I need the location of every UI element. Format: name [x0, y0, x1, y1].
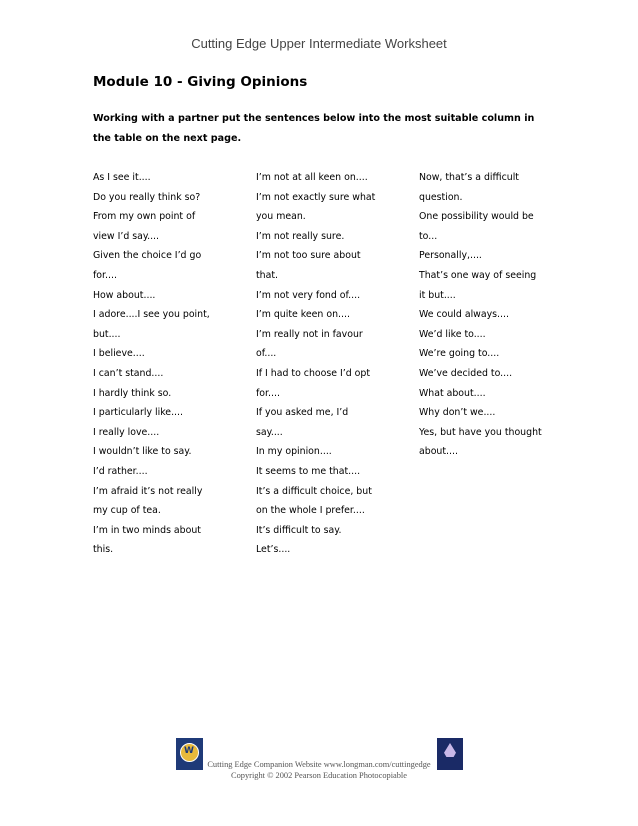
phrase-line: It’s difficult to say. — [256, 524, 342, 536]
phrase-line: I’m in two minds about — [93, 524, 201, 536]
footer-text — [0, 759, 638, 781]
phrase-line: I really love.... — [93, 426, 160, 438]
phrase-line: That’s one way of seeing — [419, 269, 537, 281]
phrase-line: I wouldn’t like to say. — [93, 446, 192, 458]
phrase-column-1 — [93, 168, 210, 560]
phrase-line: What about.... — [419, 387, 486, 399]
phrase-line: to... — [419, 230, 438, 242]
phrase-line: Yes, but have you thought — [419, 426, 542, 438]
phrase-line: I’m not at all keen on.... — [256, 172, 368, 183]
phrase-line: How about.... — [93, 289, 156, 301]
phrase-line: One possibility would be — [419, 211, 534, 223]
phrase-line: that. — [256, 269, 279, 281]
phrase-line: Personally,.... — [419, 250, 482, 262]
phrase-line: Given the choice I’d go — [93, 250, 202, 262]
phrase-line: my cup of tea. — [93, 505, 161, 517]
phrase-line: I’m not really sure. — [256, 230, 345, 242]
module-title: Module 10 - Giving Opinions — [93, 74, 308, 90]
phrase-line: this. — [93, 544, 114, 556]
phrase-line: I hardly think so. — [93, 387, 172, 399]
phrase-line: We’re going to.... — [419, 348, 500, 360]
worksheet-header: Cutting Edge Upper Intermediate Worksheet — [191, 36, 447, 51]
phrase-line: about.... — [419, 446, 458, 458]
phrase-line: Why don’t we.... — [419, 407, 496, 419]
phrase-line: If you asked me, I’d — [256, 407, 349, 419]
phrase-line: I can’t stand.... — [93, 367, 164, 379]
phrase-line: I’m quite keen on.... — [256, 309, 350, 321]
phrase-line: As I see it.... — [93, 172, 151, 183]
phrase-line: I’m not very fond of.... — [256, 289, 361, 301]
phrase-line: I’d rather.... — [93, 465, 148, 477]
phrase-line: It’s a difficult choice, but — [256, 485, 372, 497]
phrase-line: for.... — [256, 387, 280, 399]
phrase-line: for.... — [93, 269, 117, 281]
phrase-line: I’m not exactly sure what — [256, 191, 376, 203]
phrase-line: I believe.... — [93, 348, 145, 360]
phrase-line: Do you really think so? — [93, 191, 201, 203]
phrase-line: We’d like to.... — [419, 328, 486, 340]
phrase-line: say.... — [256, 426, 283, 438]
footer-copyright-line: Copyright © 2002 Pearson Education Photocopiable — [231, 771, 407, 780]
phrase-line: you mean. — [256, 211, 306, 223]
phrase-line: on the whole I prefer.... — [256, 505, 365, 517]
phrase-line: In my opinion.... — [256, 446, 332, 458]
phrase-line: If I had to choose I’d opt — [256, 367, 371, 379]
phrase-line: it but.... — [419, 289, 456, 301]
phrase-line: It seems to me that.... — [256, 465, 361, 477]
phrase-line: question. — [419, 191, 463, 203]
phrase-line: but.... — [93, 328, 121, 340]
phrase-column-2 — [256, 168, 375, 560]
phrase-column-3 — [419, 168, 542, 462]
phrase-line: From my own point of — [93, 211, 196, 223]
phrase-line: I adore....I see you point, — [93, 309, 210, 321]
phrase-line: I’m not too sure about — [256, 250, 361, 262]
phrase-line: Now, that’s a difficult — [419, 172, 519, 183]
phrase-line: I’m afraid it’s not really — [93, 485, 203, 497]
cutting-edge-logo-icon: W — [176, 738, 203, 770]
phrase-line: I’m really not in favour — [256, 328, 363, 340]
phrase-line: I particularly like.... — [93, 407, 184, 419]
phrase-line: of.... — [256, 348, 277, 360]
phrase-line: Let’s.... — [256, 544, 291, 556]
phrase-line: We could always.... — [419, 309, 509, 321]
phrase-line: We’ve decided to.... — [419, 367, 513, 379]
footer-website-line: Cutting Edge Companion Website www.longman.com/cuttingedge — [207, 760, 431, 769]
instruction-text: Working with a partner put the sentences below into the most suitable column in the table on the next page. — [93, 113, 535, 144]
phrase-line: view I’d say.... — [93, 230, 160, 242]
